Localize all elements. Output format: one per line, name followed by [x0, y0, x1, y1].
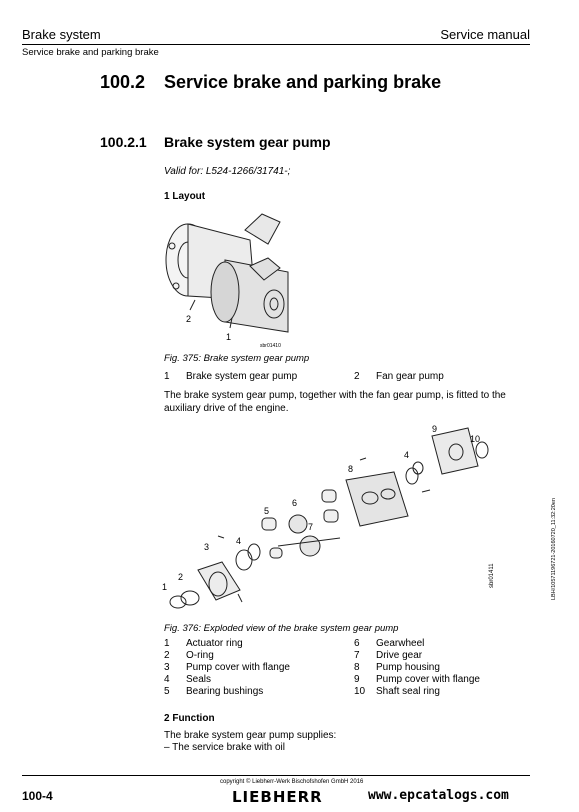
legend-row: [164, 650, 504, 662]
subsection-title: Brake system gear pump: [164, 134, 331, 150]
callout-2: 2: [178, 572, 184, 582]
function-intro: The brake system gear pump supplies:: [164, 730, 337, 741]
legend-label: Pump cover with flange: [376, 674, 480, 685]
callout-1: 1: [162, 582, 168, 592]
legend-label: Gearwheel: [376, 638, 425, 649]
legend-number: 1: [164, 638, 170, 649]
liebherr-logo: LIEBHERR: [232, 788, 323, 806]
legend-number: 9: [354, 674, 360, 685]
callout-7: 7: [308, 522, 314, 532]
legend-number: 7: [354, 650, 360, 661]
copyright-notice: copyright © Liebherr-Werk Bischofshofen GmbH 2016: [220, 779, 364, 785]
callout-4: 4: [404, 450, 410, 460]
figure-caption-376: Fig. 376: Exploded view of the brake system gear pump: [164, 623, 399, 634]
header-manual-type: Service manual: [440, 27, 530, 42]
gear-pump-illustration: [150, 200, 300, 350]
legend-number: 2: [354, 371, 360, 382]
callout-4: 4: [236, 536, 242, 546]
callout-9: 9: [432, 424, 438, 434]
legend-label: Pump cover with flange: [186, 662, 290, 673]
header-divider: [22, 44, 530, 45]
callout-10: 10: [470, 434, 481, 444]
figure-legend-375: [164, 371, 504, 385]
function-list-item: – The service brake with oil: [164, 742, 285, 753]
document-code: LBH/10571196721-20160720_11:32:20en: [551, 498, 557, 600]
legend-number: 3: [164, 662, 170, 673]
legend-row: [164, 686, 504, 698]
legend-number: 8: [354, 662, 360, 673]
valid-for-note: Valid for: L524-1266/31741-;: [164, 166, 291, 177]
legend-row: [164, 662, 504, 674]
function-heading: 2 Function: [164, 713, 215, 724]
section-number: 100.2: [100, 72, 146, 92]
callout-3: 3: [204, 542, 210, 552]
legend-label: Drive gear: [376, 650, 423, 661]
legend-number: 5: [164, 686, 170, 697]
header-subtitle: Service brake and parking brake: [22, 47, 159, 58]
legend-label: Pump housing: [376, 662, 440, 673]
legend-label: Actuator ring: [186, 638, 243, 649]
legend-label: Brake system gear pump: [186, 371, 298, 382]
footer-divider: [22, 775, 530, 776]
legend-number: 10: [354, 686, 366, 697]
section-title: Service brake and parking brake: [164, 72, 442, 92]
header-chapter: Brake system: [22, 27, 101, 42]
legend-label: Shaft seal ring: [376, 686, 440, 697]
legend-label: Fan gear pump: [376, 371, 444, 382]
callout-2: 2: [186, 314, 192, 324]
legend-number: 6: [354, 638, 360, 649]
legend-label: O-ring: [186, 650, 214, 661]
description-paragraph: The brake system gear pump, together with the fan gear pump, is fitted to the auxiliary drive of the engine.: [164, 390, 506, 414]
legend-number: 4: [164, 674, 170, 685]
page-number: 100-4: [22, 789, 53, 803]
callout-6: 6: [292, 498, 298, 508]
layout-heading: 1 Layout: [164, 191, 206, 202]
legend-label: Bearing bushings: [186, 686, 264, 697]
figure-caption-375: Fig. 375: Brake system gear pump: [164, 353, 310, 364]
exploded-view-illustration: [160, 420, 510, 620]
legend-label: Seals: [186, 674, 212, 685]
callout-1: 1: [226, 332, 232, 342]
legend-row: [164, 638, 504, 650]
subsection-number: 100.2.1: [100, 134, 147, 150]
figure-id-375: sbr01410: [260, 343, 281, 349]
legend-number: 1: [164, 371, 170, 382]
watermark-text: www.epcatalogs.com: [368, 788, 509, 803]
callout-8: 8: [348, 464, 354, 474]
callout-5: 5: [264, 506, 270, 516]
legend-number: 2: [164, 650, 170, 661]
figure-id-376: sbr01411: [489, 563, 495, 588]
legend-row: [164, 674, 504, 686]
figure-legend-376: [164, 638, 504, 698]
